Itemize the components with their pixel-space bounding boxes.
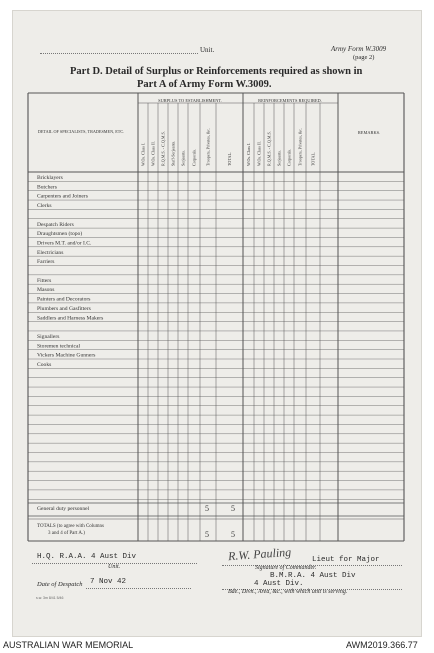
surplus-column-header: W.Os. Class I. (140, 142, 146, 166)
general-duty-privates: 5 (205, 504, 209, 513)
row-label-farriers: Farriers (37, 259, 55, 266)
reinf-column-header: W.Os. Class II. (256, 141, 262, 166)
reinf-column-header: Troopers, Privates, &c. (297, 128, 303, 166)
row-label-bricklayers: Bricklayers (37, 175, 63, 181)
reinforcements-header: REINFORCEMENTS REQUIRED. (258, 98, 322, 103)
reinf-column-header: R.Q.M.S. - C.Q.M.S. (266, 131, 272, 166)
row-label-painters-and-decorators: Painters and Decorators (37, 296, 91, 303)
surplus-header: SURPLUS TO ESTABLISHMENT. (158, 98, 222, 103)
row-label-vickers-machine-gunners: Vickers Machine Gunners (37, 352, 96, 359)
row-label-cooks: Cooks (37, 362, 52, 368)
row-label-plumbers-and-gasfitters: Plumbers and Gasfitters (37, 305, 91, 312)
formation-value: 4 Aust Div. (254, 580, 304, 588)
totals-label-1: TOTALS (to agree with Columns (37, 524, 104, 529)
surplus-column-header: Corporals. (191, 148, 197, 166)
form-title-line2: Part A of Army Form W.3009. (137, 79, 272, 90)
signature-caption: Signature of Commander. (255, 565, 317, 571)
despatch-underline (86, 588, 191, 589)
row-label-signallers: Signallers (37, 333, 60, 340)
despatch-label: Date of Despatch (37, 581, 83, 588)
reinf-column-header: Corporals. (286, 148, 292, 166)
surplus-column-header: Staff-Serjeants. (170, 140, 176, 166)
reinf-column-header: W.Os. Class I. (246, 142, 251, 166)
row-label-masons: Masons (37, 287, 55, 294)
row-label-fitters: Fitters (37, 277, 52, 284)
surplus-column-header: R.Q.M.S. - C.Q.M.S. (160, 131, 166, 166)
totals-total: 5 (231, 530, 235, 539)
surplus-column-header: TOTAL. (227, 151, 232, 166)
general-duty-total: 5 (231, 504, 235, 513)
formation-caption: Bde., Divn., Area, &c., with which unit is serving. (228, 589, 348, 595)
totals-label-2: 3 and 4 of Part A.) (48, 531, 85, 536)
caption-left: AUSTRALIAN WAR MEMORIAL (3, 640, 134, 650)
row-label-storemen-technical: Storemen technical (37, 343, 81, 350)
totals-privates: 5 (205, 530, 209, 539)
unit-label: Unit. (200, 46, 215, 54)
surplus-column-header: Troopers, Privates, &c. (205, 128, 211, 166)
detail-column-header: DETAIL OF SPECIALISTS, TRADESMEN, ETC. (37, 129, 125, 134)
commander-signature: R.W. Pauling (227, 544, 292, 564)
surplus-column-header: W.Os. Class II. (150, 141, 156, 166)
command-value: B.M.R.A. 4 Aust Div (270, 572, 356, 580)
rank-value: Lieut for Major (312, 556, 380, 564)
page-reference: (page 2) (353, 54, 375, 61)
remarks-header: REMARKS. (357, 130, 381, 135)
surplus-column-header: Serjeants. (180, 149, 186, 166)
row-label-butchers: Butchers (37, 184, 57, 191)
row-label-saddlers-and-harness-makers: Saddlers and Harness Makers (37, 315, 104, 322)
caption-bar (0, 639, 434, 653)
reinf-column-header: Serjeants. (276, 149, 282, 166)
unit-caption: Unit. (108, 564, 121, 570)
row-label-drivers-m-t-and-or-i-c: Drivers M.T. and/or I.C. (37, 240, 92, 247)
caption-right: AWM2019.366.77 (346, 640, 418, 650)
unit-value: H.Q. R.A.A. 4 Aust Div (37, 553, 137, 561)
reinf-column-header: TOTAL. (310, 151, 316, 166)
row-label-clerks: Clerks (37, 203, 52, 210)
row-label-draughtsmen-topo: Draughtsmen (topo) (37, 231, 83, 238)
form-title-line1: Part D. Detail of Surplus or Reinforcements required as shown in (70, 66, 363, 77)
row-label-electricians: Electricians (37, 249, 64, 256)
form-reference: Army Form W.3009 (331, 45, 387, 53)
row-label-carpenters-and-joiners: Carpenters and Joiners (37, 193, 88, 200)
despatch-value: 7 Nov 42 (90, 578, 127, 586)
general-duty-label: General duty personnel (37, 506, 90, 512)
print-code: s.w. 3m 8/41 5/46 (36, 596, 64, 600)
row-label-despatch-riders: Despatch Riders (37, 221, 74, 228)
